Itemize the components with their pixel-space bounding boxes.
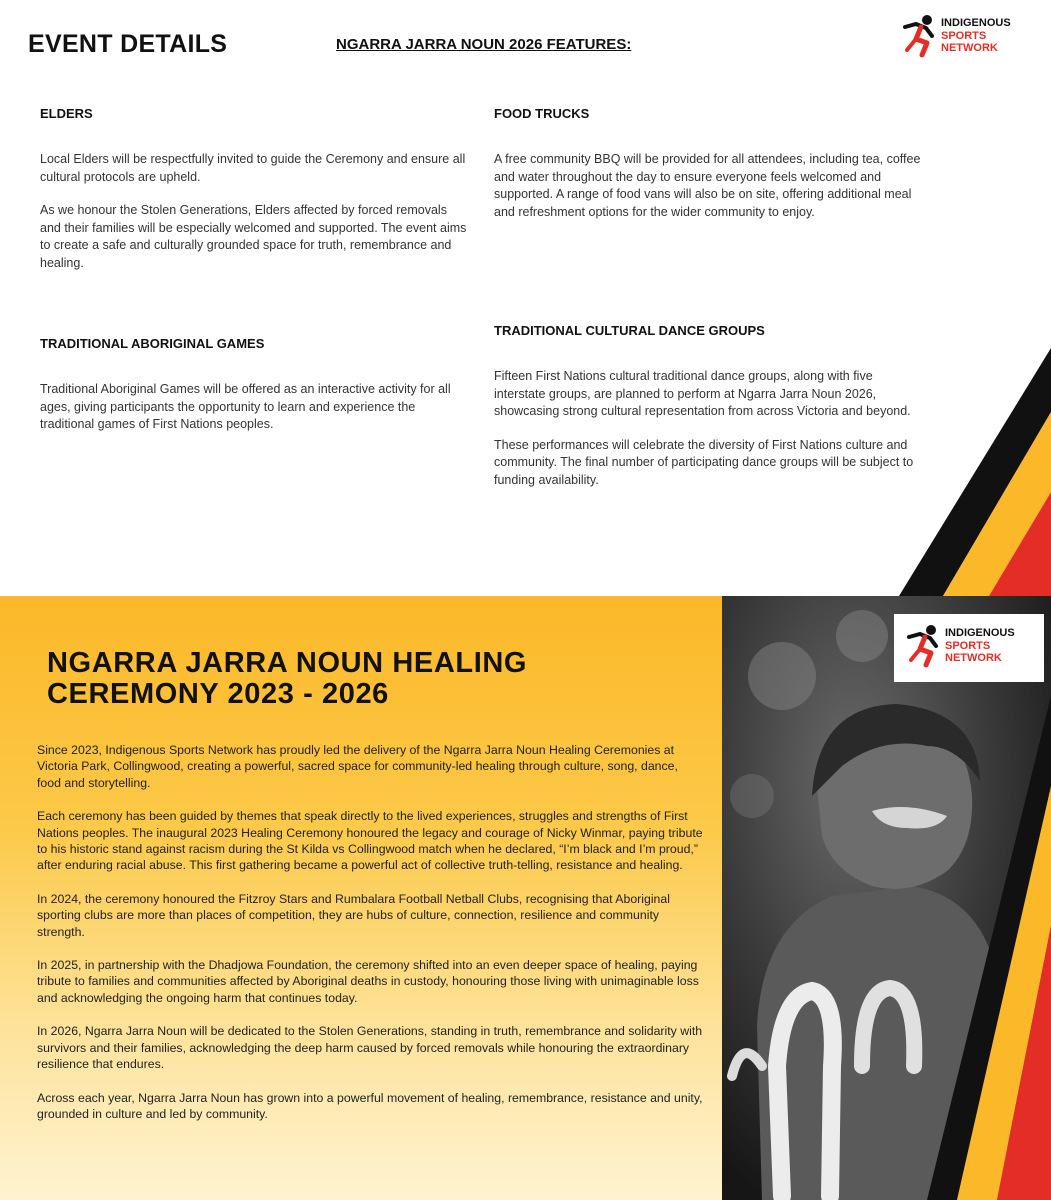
- body-paragraph-6: Across each year, Ngarra Jarra Noun has grown into a powerful movement of healing, remembrance, resistance and unity, grounded in culture and led by community.: [37, 1090, 703, 1121]
- elders-heading: ELDERS: [40, 106, 93, 121]
- games-paragraph: Traditional Aboriginal Games will be offered as an interactive activity for all ages, giving participants the opportunity to learn and experience the traditional games of First Nations peoples.: [40, 382, 451, 431]
- healing-ceremony-body: [37, 742, 705, 1139]
- healing-ceremony-title: NGARRA JARRA NOUN HEALING CEREMONY 2023 - 2026: [47, 647, 528, 710]
- event-details-page: [0, 0, 1051, 596]
- elders-paragraph-1: Local Elders will be respectfully invited to guide the Ceremony and ensure all cultural protocols are upheld.: [40, 152, 466, 184]
- bokeh-2: [836, 610, 888, 662]
- body-paragraph-2: Each ceremony has been guided by themes that speak directly to the lived experiences, struggles and strengths of First Nations peoples. The inaugural 2023 Healing Ceremony honoured the legacy and courage of Nicky Winmar, paying tribute to his historic stand against racism during the St Kilda vs Collingwood match when he declared, “I’m black and I’m proud,” after enduring racial abuse. This first gathering became a powerful act of collective truth-telling, resistance and healing.: [37, 809, 703, 873]
- page-title: EVENT DETAILS: [28, 30, 228, 58]
- flag-stripes-top: [0, 0, 1051, 596]
- boy-painted-photo: [722, 596, 1051, 1200]
- body-paragraph-1: Since 2023, Indigenous Sports Network has proudly led the delivery of the Ngarra Jarra Noun Healing Ceremonies at Victoria Park, Collingwood, creating a powerful, sacred space for community-led healing through culture, song, dance, food and storytelling.: [37, 743, 678, 790]
- logo-text: [941, 17, 1011, 55]
- bokeh-3: [730, 774, 774, 818]
- logo-line-3: NETWORK: [941, 42, 998, 55]
- features-heading: NGARRA JARRA NOUN 2026 FEATURES:: [336, 36, 632, 53]
- logo-line-2: SPORTS: [941, 29, 987, 42]
- logo-line-1: INDIGENOUS: [945, 627, 1015, 640]
- logo-line-3: NETWORK: [945, 652, 1002, 665]
- logo-text-2: [945, 627, 1015, 665]
- running-figure-icon: [902, 14, 938, 58]
- food-trucks-heading: FOOD TRUCKS: [494, 106, 590, 121]
- body-paragraph-3: In 2024, the ceremony honoured the Fitzroy Stars and Rumbalara Football Netball Clubs, recognising that Aboriginal sporting clubs are more than places of competition, they are hubs of culture, connection, resilience and community strength.: [37, 891, 670, 939]
- food-trucks-paragraph: A free community BBQ will be provided for all attendees, including tea, coffee and water throughout the day to ensure everyone feels welcomed and supported. A range of food vans will also be on site, offering additional meal and refreshment options for the wider community to enjoy.: [494, 152, 921, 219]
- games-section: [40, 336, 470, 450]
- body-paragraph-5: In 2026, Ngarra Jarra Noun will be dedicated to the Stolen Generations, standing in truth, remembrance and solidarity with survivors and their families, acknowledging the deep harm caused by forced removals while honouring the extraordinary resilience that endures.: [37, 1024, 703, 1072]
- isn-logo-2: [906, 624, 1015, 668]
- ceremony-photo: [722, 596, 1051, 1200]
- body-paragraph-4: In 2025, in partnership with the Dhadjowa Foundation, the ceremony shifted into an even deeper space of healing, paying tribute to families and communities affected by Aboriginal deaths in custody, honouring those living with unimaginable loss and acknowledging the ongoing harm that continues today.: [37, 958, 699, 1005]
- dance-groups-heading: TRADITIONAL CULTURAL DANCE GROUPS: [494, 323, 765, 338]
- isn-logo: [902, 14, 1011, 58]
- elders-section: [40, 106, 470, 288]
- food-trucks-section: [494, 106, 924, 237]
- logo-line-2: SPORTS: [945, 639, 991, 652]
- bokeh-1: [748, 642, 816, 710]
- elders-paragraph-2: As we honour the Stolen Generations, Elders affected by forced removals and their families will be especially welcomed and supported. The event aims to create a safe and culturally grounded space for truth, remembrance and healing.: [40, 203, 467, 270]
- dance-paragraph-2: These performances will celebrate the diversity of First Nations culture and community. The final number of participating dance groups will be subject to funding availability.: [494, 437, 914, 487]
- healing-ceremony-page: [0, 596, 1051, 1200]
- dance-paragraph-1: Fifteen First Nations cultural traditional dance groups, along with five interstate groups, are planned to perform at Ngarra Jarra Noun 2026, showcasing strong cultural representation from across Victoria and beyond.: [494, 369, 911, 418]
- running-figure-icon: [906, 624, 942, 668]
- dance-groups-section: [494, 323, 924, 505]
- logo-line-1: INDIGENOUS: [941, 17, 1011, 30]
- games-heading: TRADITIONAL ABORIGINAL GAMES: [40, 336, 265, 351]
